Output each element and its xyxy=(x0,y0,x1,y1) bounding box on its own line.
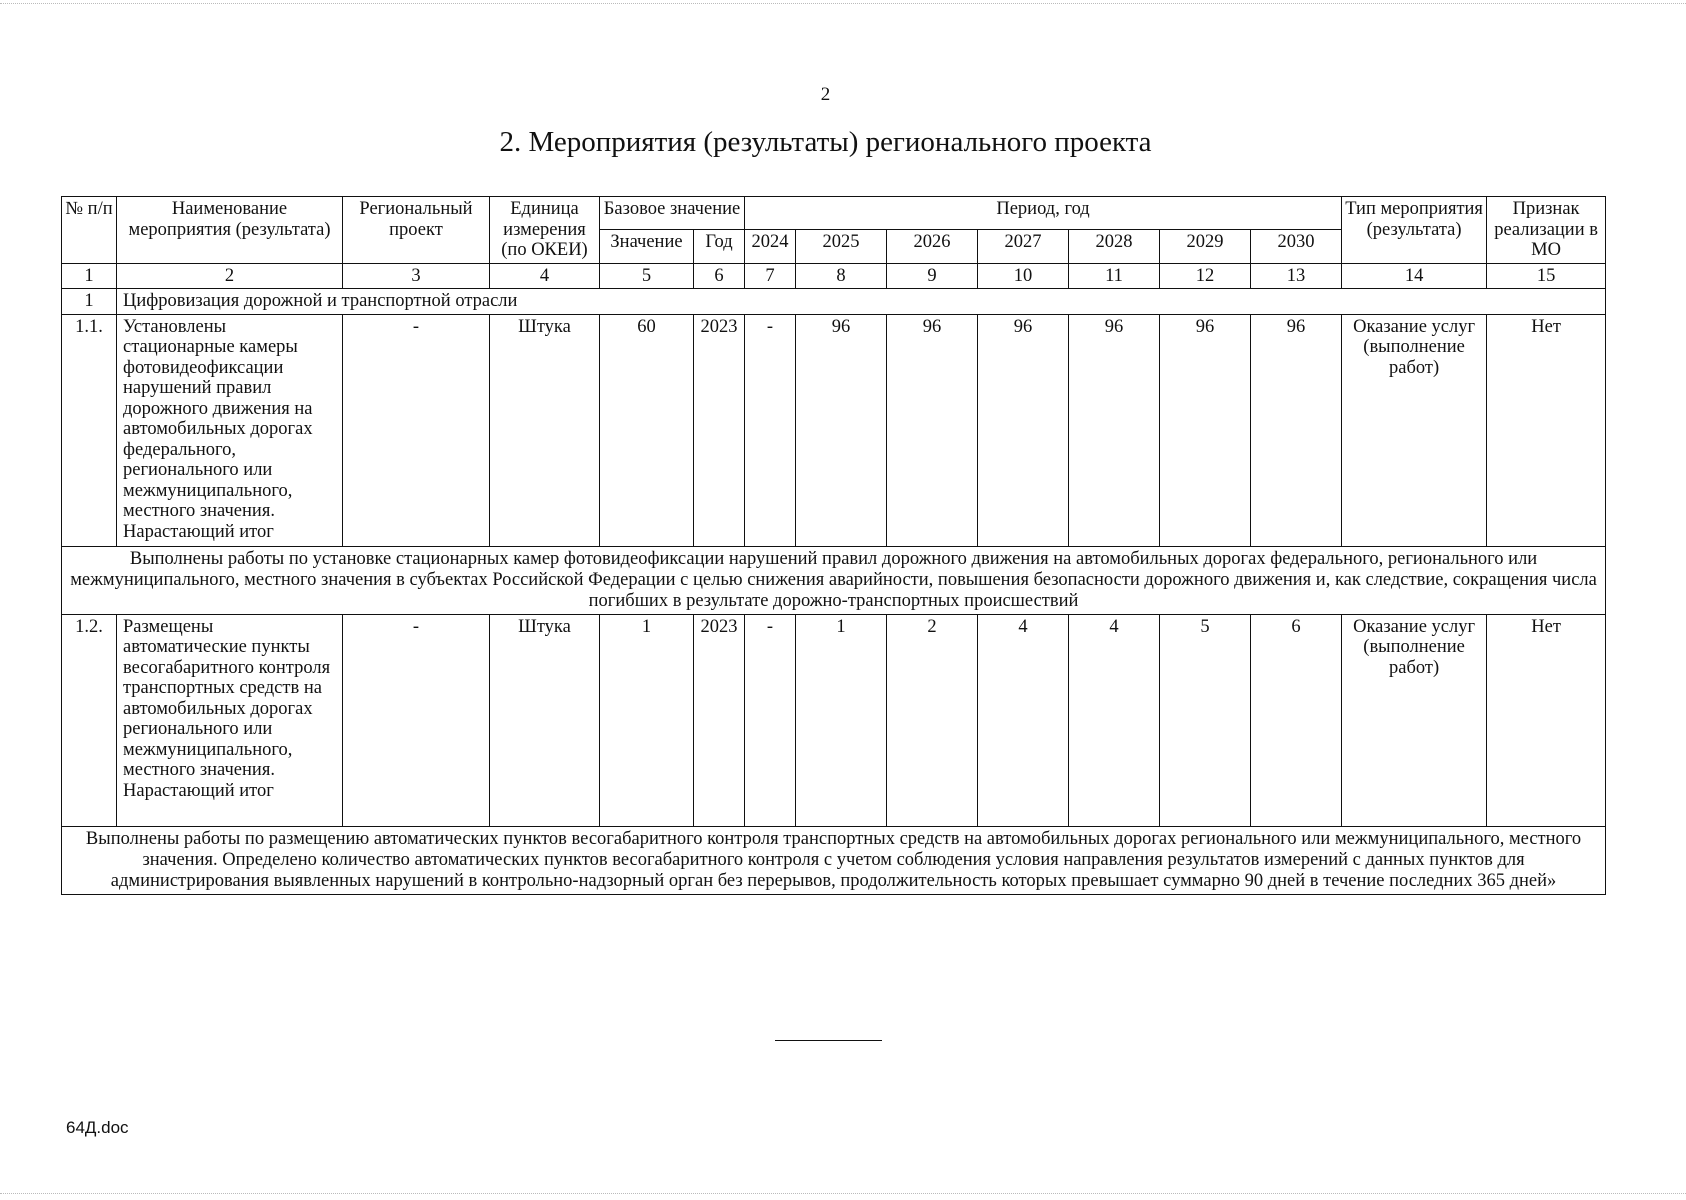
column-number: 1 xyxy=(62,263,117,289)
item-num: 1.2. xyxy=(62,614,117,826)
header-type: Тип мероприятия (результата) xyxy=(1342,197,1487,264)
item-type: Оказание услуг (выполнение работ) xyxy=(1342,314,1487,546)
item-mo: Нет xyxy=(1487,314,1606,546)
column-number: 10 xyxy=(978,263,1069,289)
item-year-value: 96 xyxy=(887,314,978,546)
section-title: Цифровизация дорожной и транспортной отрасли xyxy=(117,289,1606,315)
column-number: 11 xyxy=(1069,263,1160,289)
scan-edge-bottom xyxy=(0,1193,1686,1194)
header-base-year: Год xyxy=(694,230,745,263)
column-number: 9 xyxy=(887,263,978,289)
page-number: 2 xyxy=(820,84,831,105)
header-year: 2025 xyxy=(796,230,887,263)
column-number: 3 xyxy=(343,263,490,289)
results-table xyxy=(61,196,1606,895)
item-num: 1.1. xyxy=(62,314,117,546)
header-unit: Единица измерения (по ОКЕИ) xyxy=(490,197,600,264)
item-year-value: 2 xyxy=(887,614,978,826)
header-year: 2028 xyxy=(1069,230,1160,263)
item-name: Установлены стационарные камеры фотовидеофиксации нарушений правил дорожного движения на автомобильных дорогах федерального, регионального или межмуниципального, местного значения. Нарастающий итог xyxy=(117,314,343,546)
item-base-year: 2023 xyxy=(694,314,745,546)
column-number: 15 xyxy=(1487,263,1606,289)
column-number: 5 xyxy=(600,263,694,289)
footer-filename: 64Д.doc xyxy=(66,1118,129,1137)
table-row xyxy=(62,314,1606,546)
page-title: 2. Мероприятия (результаты) регионального проекта xyxy=(499,126,1152,158)
column-number: 7 xyxy=(745,263,796,289)
item-description: Выполнены работы по размещению автоматических пунктов весогабаритного контроля транспортных средств на автомобильных дорогах регионального или межмуниципального, местного значения. Определено количество автоматических пунктов весогабаритного контроля с учетом соблюдения условия направления результатов измерений с данных пунктов для администрирования выявленных нарушений в контрольно-надзорный орган без перерывов, продолжительность которых превышает суммарно 90 дней в течение последних 365 дней» xyxy=(62,826,1606,894)
item-year-value: 96 xyxy=(1251,314,1342,546)
header-mo: Признак реализации в МО xyxy=(1487,197,1606,264)
header-project: Региональный проект xyxy=(343,197,490,264)
scan-edge-top xyxy=(0,3,1686,4)
item-name: Размещены автоматические пункты весогабаритного контроля транспортных средств на автомобильных дорогах регионального или межмуниципального, местного значения. Нарастающий итог xyxy=(117,614,343,826)
item-base-value: 60 xyxy=(600,314,694,546)
item-year-value: - xyxy=(745,614,796,826)
item-mo: Нет xyxy=(1487,614,1606,826)
item-project: - xyxy=(343,614,490,826)
column-numbers-row xyxy=(62,263,1606,289)
item-base-year: 2023 xyxy=(694,614,745,826)
description-row xyxy=(62,826,1606,894)
item-unit: Штука xyxy=(490,614,600,826)
column-number: 2 xyxy=(117,263,343,289)
header-year: 2029 xyxy=(1160,230,1251,263)
item-type: Оказание услуг (выполнение работ) xyxy=(1342,614,1487,826)
column-number: 6 xyxy=(694,263,745,289)
item-description: Выполнены работы по установке стационарных камер фотовидеофиксации нарушений правил дорожного движения на автомобильных дорогах федерального, регионального или межмуниципального, местного значения в субъектах Российской Федерации с целью снижения аварийности, повышения безопасности дорожного движения и, как следствие, сокращения числа погибших в результате дорожно-транспортных происшествий xyxy=(62,546,1606,614)
header-period: Период, год xyxy=(745,197,1342,230)
header-base-value: Значение xyxy=(600,230,694,263)
header-year: 2024 xyxy=(745,230,796,263)
header-year: 2030 xyxy=(1251,230,1342,263)
item-base-value: 1 xyxy=(600,614,694,826)
description-row xyxy=(62,546,1606,614)
header-base: Базовое значение xyxy=(600,197,745,230)
header-name: Наименование мероприятия (результата) xyxy=(117,197,343,264)
closing-line xyxy=(775,1040,882,1041)
column-number: 12 xyxy=(1160,263,1251,289)
item-year-value: 5 xyxy=(1160,614,1251,826)
item-project: - xyxy=(343,314,490,546)
item-unit: Штука xyxy=(490,314,600,546)
section-row xyxy=(62,289,1606,315)
header-year: 2026 xyxy=(887,230,978,263)
table-row xyxy=(62,614,1606,826)
header-year: 2027 xyxy=(978,230,1069,263)
item-year-value: 6 xyxy=(1251,614,1342,826)
item-year-value: 96 xyxy=(1069,314,1160,546)
column-number: 4 xyxy=(490,263,600,289)
header-num: № п/п xyxy=(62,197,117,264)
item-year-value: 96 xyxy=(978,314,1069,546)
section-num: 1 xyxy=(62,289,117,315)
item-year-value: 1 xyxy=(796,614,887,826)
item-year-value: - xyxy=(745,314,796,546)
item-year-value: 96 xyxy=(1160,314,1251,546)
column-number: 14 xyxy=(1342,263,1487,289)
item-year-value: 96 xyxy=(796,314,887,546)
item-year-value: 4 xyxy=(1069,614,1160,826)
column-number: 13 xyxy=(1251,263,1342,289)
column-number: 8 xyxy=(796,263,887,289)
item-year-value: 4 xyxy=(978,614,1069,826)
